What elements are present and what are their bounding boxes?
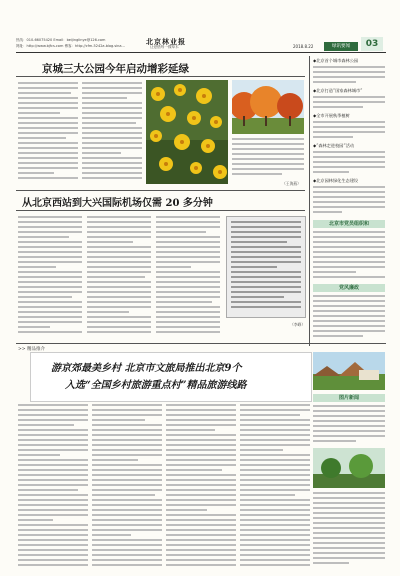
feature-headline-line2: 入选“全国乡村旅游重点村”精品旅游线路	[65, 380, 247, 391]
sidebar-item[interactable]: ◆“森林走进校园”活动	[313, 143, 355, 148]
article1-body-col1	[18, 82, 78, 184]
masthead-slogan: 让爱惜每一棵草木	[150, 45, 179, 49]
article2-body-col1	[18, 216, 82, 338]
feature-body-col2	[92, 404, 162, 572]
masthead-title: 北京林业报	[146, 37, 186, 46]
article2-rule-top	[16, 190, 305, 191]
article1-byline: （王海燕）	[282, 181, 301, 186]
sidebar-item[interactable]: ◆北京首个城市森林公园	[313, 58, 359, 63]
sidebar-item[interactable]: ◆北京园林绿化生态建设	[313, 178, 359, 183]
article2-headline: 从北京西站到大兴国际机场仅需 20 多分钟	[22, 198, 213, 209]
article1-body-col4	[232, 138, 304, 184]
masthead-info-line2: 网址：http://www.bjfcs.com 博客：http://cfm-5242a.blog.sina...	[16, 44, 125, 48]
sidebar-block2	[313, 96, 385, 111]
page-number: 03	[361, 37, 383, 51]
feature-photo-right	[313, 352, 385, 390]
sidebar-block3	[313, 121, 385, 141]
sidebar-block8	[313, 405, 385, 445]
article1-rule	[16, 76, 305, 77]
sidebar-photo-bottom	[313, 448, 385, 488]
feature-body-col4	[240, 404, 310, 572]
article2-rule-bottom	[16, 210, 305, 211]
sidebar-section-head: 图片新闻	[313, 394, 385, 402]
sidebar-divider	[309, 56, 310, 346]
sidebar-section-head: 北京市党员组织和	[313, 220, 385, 228]
feature-label: >> 精品推介	[18, 347, 45, 352]
feature-body-col3	[166, 404, 236, 572]
sidebar-block7	[313, 295, 385, 340]
feature-body-col1	[18, 404, 88, 572]
article1-tree-photo	[232, 80, 304, 134]
sidebar-block4	[313, 151, 385, 176]
article2-quote-box	[226, 216, 306, 318]
sidebar-block9	[313, 492, 385, 570]
sidebar-item[interactable]: ◆北京打造“国家森林城市”	[313, 88, 363, 93]
sidebar-block5	[313, 186, 385, 216]
article1-flower-photo	[146, 80, 228, 184]
feature-headline-line1: 游京郊最美乡村 北京市文旅局推出北京9个	[51, 363, 242, 374]
masthead	[16, 36, 386, 53]
sidebar-item[interactable]: ◆全市开展秋季植树	[313, 113, 350, 118]
article2-body-col3	[156, 216, 220, 338]
article1-body-col2	[82, 82, 142, 184]
sidebar-block6	[313, 231, 385, 281]
sidebar-block1	[313, 66, 385, 86]
feature-headline	[30, 352, 312, 402]
edition-label: 绿讯要闻	[324, 42, 358, 51]
article1-headline: 京城三大公园今年启动增彩延绿	[42, 63, 189, 75]
masthead-info-line1: 热线：010-66075420 Email：beijinglinye@126.com	[16, 38, 106, 42]
sidebar-section-head: 党风廉政	[313, 284, 385, 292]
masthead-date: 2018.8.22	[293, 44, 314, 49]
article2-byline: （李峥）	[290, 322, 306, 327]
feature-rule-top	[16, 343, 386, 344]
article2-body-col2	[87, 216, 151, 338]
